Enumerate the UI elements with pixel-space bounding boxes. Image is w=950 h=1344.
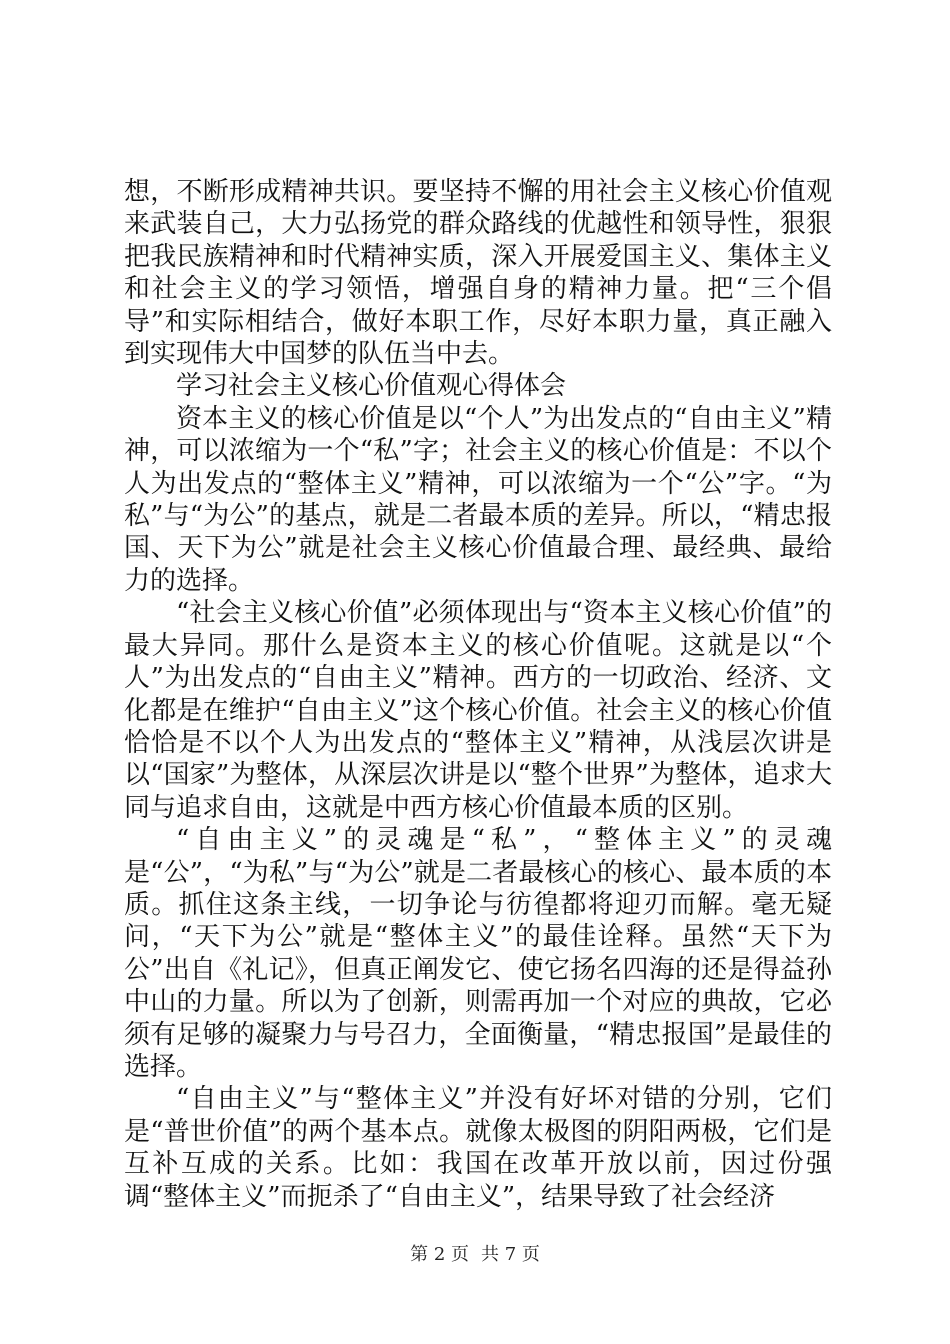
document-body (124, 176, 832, 1213)
page-footer (0, 1240, 950, 1266)
section-title: 学习社会主义核心价值观心得体会 (176, 371, 567, 402)
page-total: 共 7 页 (481, 1244, 540, 1265)
page-number: 第 2 页 (410, 1244, 469, 1265)
paragraph: “自由主义”的灵魂是“私”，“整体主义”的灵魂是“公”，“为私”与“为公”就是二者最核心的核心、最本质的本质。抓住这条主线，一切争论与彷徨都将迎刃而解。毫无疑问，“天下为公”就是“整体主义”的最佳诠释。虽然“天下为公”出自《礼记》，但真正阐发它、使它扬名四海的还是得益孙中山的力量。所以为了创新，则需再加一个对应的典故，它必须有足够的凝聚力与号召力，全面衡量，“精忠报国”是最佳的选择。 (124, 825, 832, 1082)
paragraph: “社会主义核心价值”必须体现出与“资本主义核心价值”的最大异同。那什么是资本主义的核心价值呢。这就是以“个人”为出发点的“自由主义”精神。西方的一切政治、经济、文化都是在维护“自由主义”这个核心价值。社会主义的核心价值恰恰是不以个人为出发点的“整体主义”精神，从浅层次讲是以“国家”为整体，从深层次讲是以“整个世界”为整体，追求大同与追求自由，这就是中西方核心价值最本质的区别。 (124, 598, 832, 823)
paragraph: 资本主义的核心价值是以“个人”为出发点的“自由主义”精神，可以浓缩为一个“私”字；社会主义的核心价值是：不以个人为出发点的“整体主义”精神，可以浓缩为一个“公”字。“为私”与“为公”的基点，就是二者最本质的差异。所以，“精忠报国、天下为公”就是社会主义核心价值最合理、最经典、最给力的选择。 (124, 403, 832, 596)
paragraph-continuation: 想，不断形成精神共识。要坚持不懈的用社会主义核心价值观来武装自己，大力弘扬党的群众路线的优越性和领导性，狠狠把我民族精神和时代精神实质，深入开展爱国主义、集体主义和社会主义的学习领悟，增强自身的精神力量。把“三个倡导”和实际相结合，做好本职工作，尽好本职力量，真正融入到实现伟大中国梦的队伍当中去。 (124, 177, 832, 370)
paragraph: “自由主义”与“整体主义”并没有好坏对错的分别，它们是“普世价值”的两个基本点。就像太极图的阴阳两极，它们是互补互成的关系。比如：我国在改革开放以前，因过份强调“整体主义”而扼杀了“自由主义”，结果导致了社会经济 (124, 1084, 832, 1212)
